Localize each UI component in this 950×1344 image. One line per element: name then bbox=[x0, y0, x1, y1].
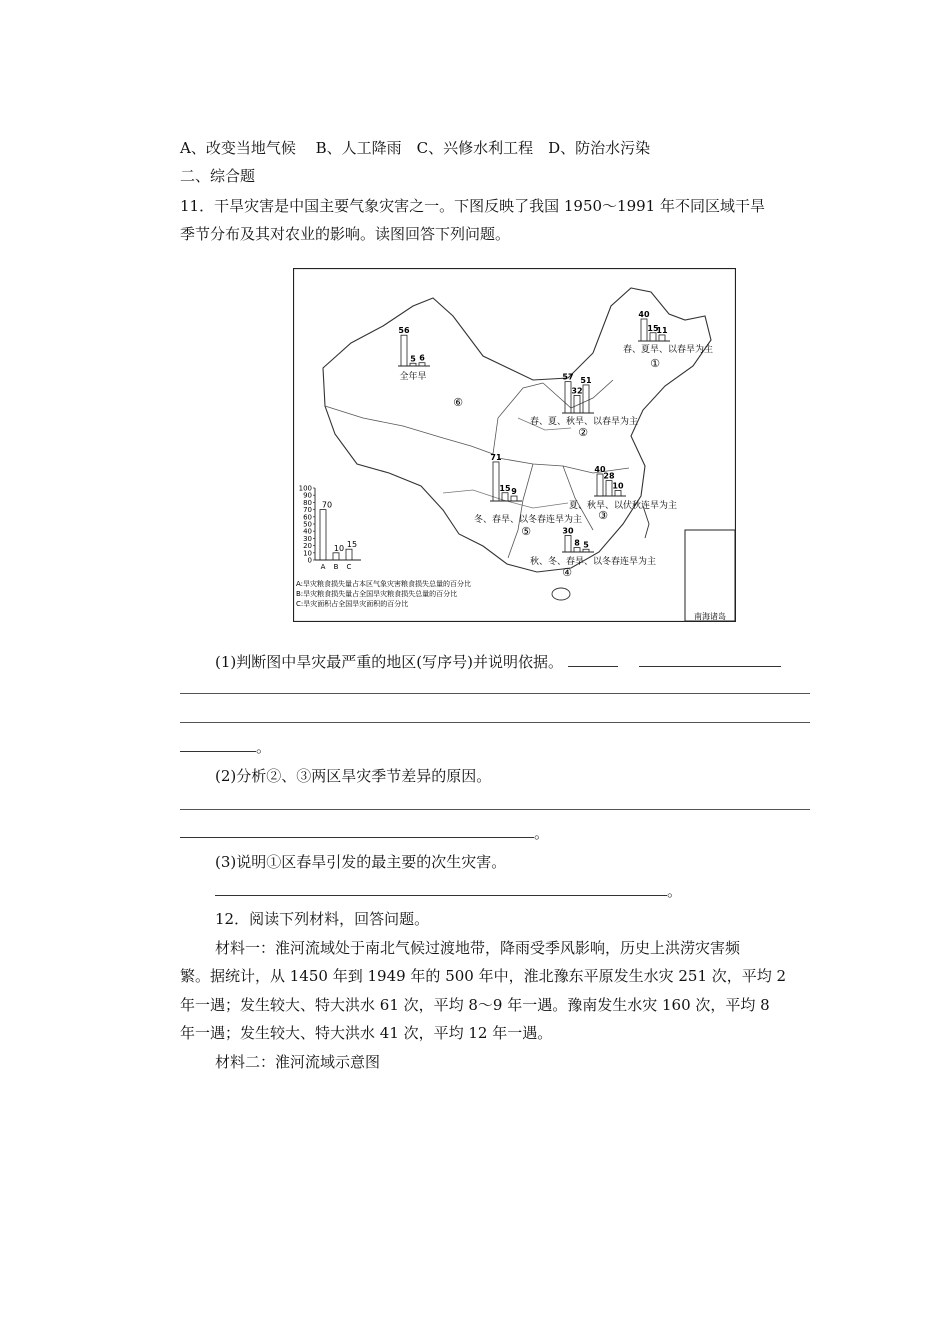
region-caption: 夏、秋旱、以伏秋连旱为主 bbox=[568, 501, 678, 511]
region-bar-label: 51 bbox=[580, 375, 592, 385]
section-title: 二、综合题 bbox=[180, 167, 256, 185]
region-caption: 冬、春旱、以冬春连旱为主 bbox=[473, 515, 583, 525]
answer-blank-3[interactable] bbox=[215, 881, 667, 896]
legend-category: B bbox=[333, 563, 339, 571]
answer-line-2a[interactable] bbox=[180, 809, 810, 810]
inset-label: 南海诸岛 bbox=[694, 612, 726, 621]
region-bar-label: 8 bbox=[574, 538, 580, 548]
q11-stem-line1: 11．干旱灾害是中国主要气象灾害之一。下图反映了我国 1950～1991 年不同区域干旱 bbox=[180, 197, 765, 215]
region-bar-label: 30 bbox=[562, 526, 574, 536]
region-number: ④ bbox=[562, 566, 572, 579]
legend-note: B:旱灾粮食损失量占全国旱灾粮食损失总量的百分比 bbox=[296, 590, 458, 598]
region-bar-label: 40 bbox=[638, 310, 650, 319]
region-bar-label: 40 bbox=[594, 465, 606, 474]
region-caption: 全年旱 bbox=[399, 372, 427, 382]
region-bar-label: 56 bbox=[398, 326, 410, 336]
legend-tick-label: 30 bbox=[303, 534, 312, 543]
legend-tick-label: 60 bbox=[303, 513, 312, 522]
region-number: ⑥ bbox=[453, 396, 463, 409]
answer-line-1c[interactable] bbox=[180, 693, 810, 694]
region-bar-label: 57 bbox=[562, 372, 574, 382]
legend-tick-label: 100 bbox=[298, 484, 312, 493]
q12-material1-line4: 年一遇；发生较大、特大洪水 41 次，平均 12 年一遇。 bbox=[180, 1024, 553, 1042]
china-drought-map bbox=[293, 268, 736, 622]
region-bar-label: 6 bbox=[419, 353, 425, 363]
q12-material1-line3: 年一遇；发生较大、特大洪水 61 次，平均 8～9 年一遇。豫南发生水灾 160 次，平均 8 bbox=[180, 996, 770, 1014]
q12-material2: 材料二：淮河流域示意图 bbox=[215, 1053, 381, 1071]
region-bar-label: 9 bbox=[511, 487, 517, 497]
legend-category: A bbox=[320, 563, 326, 571]
legend-note: A:旱灾粮食损失量占本区气象灾害粮食损失总量的百分比 bbox=[296, 580, 472, 588]
q11-stem-line2: 季节分布及其对农业的影响。读图回答下列问题。 bbox=[180, 225, 511, 243]
legend-tick-label: 80 bbox=[303, 498, 312, 507]
legend-bar-label: 15 bbox=[346, 540, 358, 550]
answer-blank-1e[interactable] bbox=[180, 737, 256, 752]
region-caption: 秋、冬、春旱、以冬春连旱为主 bbox=[529, 557, 657, 567]
q11-sub1-period: 。 bbox=[256, 738, 272, 756]
legend-tick-label: 10 bbox=[303, 549, 312, 558]
answer-line-3-row bbox=[215, 881, 682, 901]
q10-options: A、改变当地气候 B、人工降雨 C、兴修水利工程 D、防治水污染 bbox=[180, 139, 651, 157]
q11-sub1-text: (1)判断图中旱灾最严重的地区(写序号)并说明依据。 bbox=[215, 653, 563, 671]
south-sea-inset bbox=[685, 530, 735, 621]
legend-tick-label: 20 bbox=[303, 542, 312, 551]
region-number: ⑤ bbox=[521, 525, 531, 538]
region-bar-label: 5 bbox=[583, 540, 589, 550]
region-number: ② bbox=[578, 426, 588, 439]
answer-line-2b-row bbox=[180, 823, 549, 843]
region-bar-label: 10 bbox=[612, 481, 624, 491]
answer-blank-1a[interactable] bbox=[568, 652, 618, 667]
answer-line-1d[interactable] bbox=[180, 722, 810, 723]
q12-material1-line2: 繁。据统计，从 1450 年到 1949 年的 500 年中，淮北豫东平原发生水灾 251 次，平均 2 bbox=[180, 967, 787, 985]
region-bar-label: 5 bbox=[410, 354, 416, 364]
region-number: ③ bbox=[598, 509, 608, 522]
region-bar-label: 11 bbox=[656, 325, 668, 335]
region-bar-label: 71 bbox=[490, 452, 502, 462]
legend-tick-label: 40 bbox=[303, 527, 312, 536]
legend-note: C:旱灾面积占全国旱灾面积的百分比 bbox=[296, 600, 409, 608]
q11-sub2: (2)分析②、③两区旱灾季节差异的原因。 bbox=[215, 767, 492, 785]
q11-sub3-period: 。 bbox=[667, 882, 683, 900]
answer-line-1e-row bbox=[180, 737, 271, 757]
legend-tick-label: 50 bbox=[303, 520, 312, 529]
region-caption: 春、夏旱、以春旱为主 bbox=[622, 345, 714, 355]
legend-tick-label: 90 bbox=[303, 491, 312, 500]
region-bar-label: 32 bbox=[571, 386, 583, 396]
answer-blank-1b[interactable] bbox=[639, 652, 781, 667]
answer-blank-2b[interactable] bbox=[180, 823, 534, 838]
q12-material1-line1: 材料一：淮河流域处于南北气候过渡地带，降雨受季风影响，历史上洪涝灾害频 bbox=[215, 939, 741, 957]
q11-sub1 bbox=[215, 652, 781, 672]
legend-tick-label: 70 bbox=[303, 506, 312, 515]
legend-category: C bbox=[346, 563, 352, 571]
region-caption: 春、夏、秋旱、以春旱为主 bbox=[529, 417, 639, 427]
legend-bar-label: 10 bbox=[333, 543, 345, 553]
region-number: ① bbox=[650, 357, 660, 370]
region-bar-label: 28 bbox=[603, 471, 615, 481]
q11-sub2-period: 。 bbox=[534, 824, 550, 842]
region-bar-label: 15 bbox=[499, 483, 511, 493]
region-bar-label: 15 bbox=[647, 323, 659, 333]
q11-sub3: (3)说明①区春旱引发的最主要的次生灾害。 bbox=[215, 853, 507, 871]
q12-stem: 12．阅读下列材料，回答问题。 bbox=[215, 910, 430, 928]
legend-bar-label: 70 bbox=[321, 500, 333, 510]
legend-tick-label: 0 bbox=[307, 556, 312, 565]
